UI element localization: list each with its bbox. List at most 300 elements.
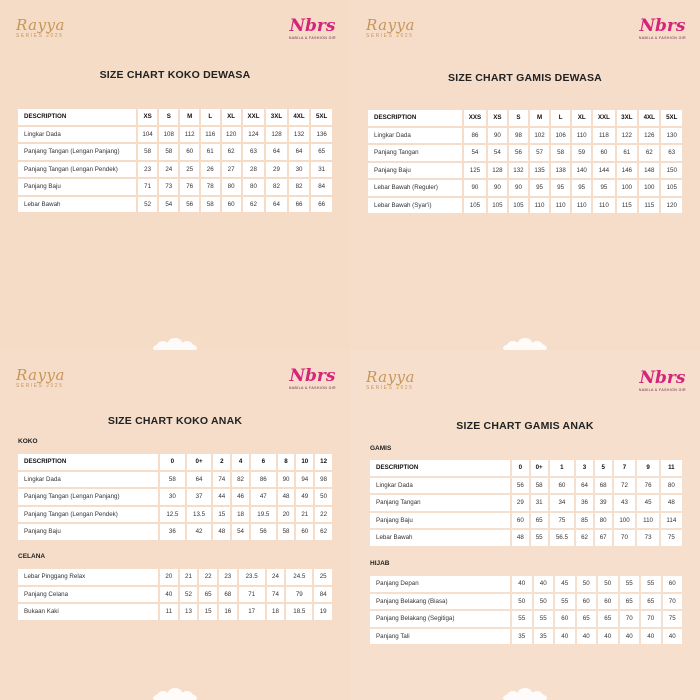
size-value: 60 (550, 478, 575, 494)
size-table (368, 574, 684, 646)
size-value: 60 (598, 594, 618, 610)
table-row (370, 629, 682, 645)
rayya-logo: Rayya SERIES 2025 (16, 366, 65, 389)
size-value: 94 (296, 472, 313, 488)
table-header-row (370, 460, 682, 476)
row-description: Panjang Belakang (Segitiga) (370, 611, 510, 627)
size-value: 75 (661, 530, 682, 546)
size-value: 54 (464, 145, 486, 161)
flower-decoration-icon (495, 684, 555, 700)
table-row (368, 128, 682, 144)
section-label-gamis: GAMIS (370, 445, 392, 452)
size-value: 56 (512, 478, 529, 494)
size-value: 90 (488, 180, 507, 196)
size-value: 110 (572, 198, 591, 214)
row-description: Lebar Pinggang Relax (18, 569, 158, 585)
size-value: 18 (267, 604, 285, 620)
size-value: 75 (550, 513, 575, 529)
header-size: XL (222, 109, 241, 125)
size-value: 136 (311, 127, 332, 143)
size-value: 110 (593, 198, 614, 214)
header-size: 0 (512, 460, 529, 476)
size-value: 70 (614, 530, 636, 546)
flower-decoration-icon (495, 334, 555, 350)
table-header-row (18, 109, 332, 125)
row-description: Panjang Tangan (Lengan Panjang) (18, 489, 158, 505)
header-size: 6 (251, 454, 276, 470)
size-value: 50 (534, 594, 554, 610)
page-title: SIZE CHART KOKO ANAK (107, 415, 243, 427)
size-value: 125 (464, 163, 486, 179)
size-value: 73 (637, 530, 658, 546)
size-value: 31 (531, 495, 548, 511)
size-value: 100 (614, 513, 636, 529)
size-value: 63 (243, 144, 264, 160)
table-row (368, 180, 682, 196)
size-value: 105 (661, 180, 682, 196)
size-value: 116 (201, 127, 220, 143)
size-value: 132 (509, 163, 528, 179)
size-value: 54 (159, 197, 178, 213)
size-value: 58 (531, 478, 548, 494)
size-value: 110 (572, 128, 591, 144)
size-value: 70 (620, 611, 640, 627)
size-value: 48 (278, 489, 295, 505)
size-value: 84 (314, 587, 332, 603)
row-description: Panjang Tangan (Lengan Pendek) (18, 162, 136, 178)
size-value: 40 (534, 576, 554, 592)
size-value: 54 (232, 524, 249, 540)
size-value: 74 (213, 472, 230, 488)
table-header-row (368, 110, 682, 126)
size-value: 58 (551, 145, 570, 161)
flower-decoration-icon (145, 334, 205, 350)
panel-koko-dewasa (0, 0, 350, 350)
size-value: 115 (639, 198, 659, 214)
table-row (18, 587, 332, 603)
size-value: 74 (267, 587, 285, 603)
header-size: 3 (576, 460, 593, 476)
size-value: 60 (577, 594, 597, 610)
table-header-row (18, 454, 332, 470)
size-value: 56 (251, 524, 276, 540)
size-value: 67 (595, 530, 612, 546)
panel-gamis-anak (350, 350, 700, 700)
size-value: 62 (243, 197, 264, 213)
size-value: 144 (593, 163, 614, 179)
header-size: 0+ (187, 454, 212, 470)
header-description: DESCRIPTION (18, 109, 136, 125)
size-value: 35 (534, 629, 554, 645)
size-value: 90 (509, 180, 528, 196)
size-value: 62 (576, 530, 593, 546)
size-value: 29 (266, 162, 287, 178)
size-value: 64 (266, 197, 287, 213)
size-value: 84 (311, 179, 332, 195)
size-value: 71 (239, 587, 265, 603)
size-value: 19.5 (251, 507, 276, 523)
size-value: 29 (512, 495, 529, 511)
size-value: 76 (180, 179, 199, 195)
size-value: 105 (509, 198, 528, 214)
size-value: 100 (639, 180, 659, 196)
size-value: 20 (160, 569, 178, 585)
header-size: 12 (315, 454, 332, 470)
row-description: Lingkar Dada (18, 472, 158, 488)
row-description: Panjang Baju (18, 524, 158, 540)
size-value: 62 (639, 145, 659, 161)
size-value: 75 (663, 611, 683, 627)
header-size: 5XL (311, 109, 332, 125)
nbrs-logo: Nbrs NABILA & FASHION GIR (288, 16, 336, 40)
size-value: 108 (159, 127, 178, 143)
size-table (16, 452, 334, 542)
row-description: Panjang Tangan (370, 495, 510, 511)
size-value: 59 (572, 145, 591, 161)
size-value: 98 (315, 472, 332, 488)
table-row (368, 198, 682, 214)
size-value: 65 (598, 611, 618, 627)
size-value: 65 (531, 513, 548, 529)
size-value: 55 (620, 576, 640, 592)
size-value: 148 (639, 163, 659, 179)
size-value: 122 (617, 128, 637, 144)
header-size: 5 (595, 460, 612, 476)
size-value: 30 (289, 162, 310, 178)
size-value: 80 (595, 513, 612, 529)
size-value: 110 (551, 198, 570, 214)
size-value: 50 (315, 489, 332, 505)
table-row (370, 611, 682, 627)
row-description: Panjang Baju (370, 513, 510, 529)
size-value: 78 (201, 179, 220, 195)
size-value: 47 (251, 489, 276, 505)
rayya-logo: Rayya SERIES 2025 (16, 16, 65, 39)
nbrs-logo: Nbrs NABILA & FASHION GIR (288, 366, 336, 390)
row-description: Lingkar Dada (368, 128, 462, 144)
header-size: XXS (464, 110, 486, 126)
size-value: 95 (530, 180, 549, 196)
size-value: 60 (222, 197, 241, 213)
size-value: 55 (641, 576, 661, 592)
size-value: 65 (620, 594, 640, 610)
header-size: 7 (614, 460, 636, 476)
size-value: 72 (614, 478, 636, 494)
header-size: 11 (661, 460, 682, 476)
table-row (18, 569, 332, 585)
size-value: 135 (530, 163, 549, 179)
row-description: Lebar Bawah (370, 530, 510, 546)
size-value: 80 (222, 179, 241, 195)
size-value: 24 (267, 569, 285, 585)
size-value: 60 (180, 144, 199, 160)
size-value: 15 (199, 604, 217, 620)
table-row (370, 530, 682, 546)
header-size: M (180, 109, 199, 125)
size-value: 50 (512, 594, 532, 610)
size-value: 73 (159, 179, 178, 195)
row-description: Lebar Bawah (Reguler) (368, 180, 462, 196)
size-value: 60 (512, 513, 529, 529)
header-size: 9 (637, 460, 658, 476)
size-value: 37 (187, 489, 212, 505)
header-size: XXL (243, 109, 264, 125)
size-value: 22 (199, 569, 217, 585)
size-value: 62 (222, 144, 241, 160)
table-row (18, 162, 332, 178)
table-row (18, 179, 332, 195)
size-value: 46 (232, 489, 249, 505)
header-size: S (509, 110, 528, 126)
size-value: 140 (572, 163, 591, 179)
size-value: 61 (617, 145, 637, 161)
size-value: 130 (661, 128, 682, 144)
size-value: 56 (180, 197, 199, 213)
size-table (16, 107, 334, 214)
header-description: DESCRIPTION (370, 460, 510, 476)
size-value: 19 (314, 604, 332, 620)
size-table (366, 108, 684, 215)
header-size: XS (138, 109, 157, 125)
size-value: 65 (311, 144, 332, 160)
size-value: 126 (639, 128, 659, 144)
size-value: 42 (187, 524, 212, 540)
row-description: Panjang Celana (18, 587, 158, 603)
page-title: SIZE CHART GAMIS DEWASA (448, 72, 602, 84)
size-value: 82 (266, 179, 287, 195)
size-table (368, 458, 684, 548)
size-value: 68 (219, 587, 237, 603)
row-description: Lingkar Dada (18, 127, 136, 143)
size-value: 58 (159, 144, 178, 160)
size-value: 90 (464, 180, 486, 196)
size-value: 61 (201, 144, 220, 160)
size-value: 36 (576, 495, 593, 511)
header-size: 4XL (289, 109, 310, 125)
header-size: XS (488, 110, 507, 126)
size-value: 86 (464, 128, 486, 144)
size-value: 76 (637, 478, 658, 494)
size-value: 55 (555, 594, 575, 610)
size-value: 58 (160, 472, 185, 488)
size-value: 120 (222, 127, 241, 143)
size-value: 40 (598, 629, 618, 645)
header-size: L (201, 109, 220, 125)
size-value: 22 (315, 507, 332, 523)
size-value: 106 (551, 128, 570, 144)
size-value: 18 (232, 507, 249, 523)
size-value: 90 (278, 472, 295, 488)
size-value: 48 (661, 495, 682, 511)
size-value: 48 (213, 524, 230, 540)
panel-koko-anak (0, 350, 350, 700)
size-value: 40 (512, 576, 532, 592)
size-value: 43 (614, 495, 636, 511)
size-value: 17 (239, 604, 265, 620)
size-value: 120 (661, 198, 682, 214)
table-row (18, 489, 332, 505)
size-value: 65 (577, 611, 597, 627)
header-size: 3XL (266, 109, 287, 125)
header-size: 2 (213, 454, 230, 470)
size-value: 60 (663, 576, 683, 592)
size-value: 110 (530, 198, 549, 214)
size-value: 25 (314, 569, 332, 585)
row-description: Panjang Tangan (Lengan Pendek) (18, 507, 158, 523)
size-value: 86 (251, 472, 276, 488)
size-value: 20 (278, 507, 295, 523)
section-label-celana: CELANA (18, 553, 46, 560)
header-size: 5XL (661, 110, 682, 126)
size-value: 82 (289, 179, 310, 195)
size-value: 52 (138, 197, 157, 213)
size-value: 24.5 (286, 569, 312, 585)
size-value: 23 (138, 162, 157, 178)
header-size: 4 (232, 454, 249, 470)
size-value: 40 (160, 587, 178, 603)
size-value: 16 (219, 604, 237, 620)
size-value: 36 (160, 524, 185, 540)
size-value: 105 (464, 198, 486, 214)
size-value: 95 (572, 180, 591, 196)
size-value: 95 (593, 180, 614, 196)
row-description: Lingkar Dada (370, 478, 510, 494)
row-description: Lebar Bawah (18, 197, 136, 213)
table-row (370, 594, 682, 610)
size-value: 25 (180, 162, 199, 178)
table-row (18, 604, 332, 620)
row-description: Panjang Baju (18, 179, 136, 195)
size-value: 64 (266, 144, 287, 160)
size-value: 58 (278, 524, 295, 540)
size-value: 56 (509, 145, 528, 161)
size-value: 102 (530, 128, 549, 144)
size-value: 66 (311, 197, 332, 213)
size-value: 60 (555, 611, 575, 627)
header-size: S (159, 109, 178, 125)
size-value: 146 (617, 163, 637, 179)
size-value: 104 (138, 127, 157, 143)
nbrs-logo: Nbrs NABILA & FASHION GIR (638, 368, 686, 392)
rayya-logo: Rayya SERIES 2025 (366, 16, 415, 39)
table-row (18, 524, 332, 540)
header-size: 3XL (617, 110, 637, 126)
size-value: 12.5 (160, 507, 185, 523)
table-row (370, 576, 682, 592)
size-value: 54 (488, 145, 507, 161)
size-value: 128 (488, 163, 507, 179)
row-description: Panjang Baju (368, 163, 462, 179)
size-value: 39 (595, 495, 612, 511)
size-value: 40 (641, 629, 661, 645)
size-value: 27 (222, 162, 241, 178)
header-size: XL (572, 110, 591, 126)
size-value: 31 (311, 162, 332, 178)
section-label-koko: KOKO (18, 438, 38, 445)
size-value: 124 (243, 127, 264, 143)
nbrs-logo: Nbrs NABILA & FASHION GIR (638, 16, 686, 40)
size-value: 66 (289, 197, 310, 213)
size-value: 50 (577, 576, 597, 592)
row-description: Panjang Belakang (Biasa) (370, 594, 510, 610)
size-value: 21 (180, 569, 198, 585)
header-description: DESCRIPTION (368, 110, 462, 126)
size-value: 60 (593, 145, 614, 161)
table-row (368, 163, 682, 179)
size-value: 71 (138, 179, 157, 195)
size-value: 40 (620, 629, 640, 645)
size-value: 26 (201, 162, 220, 178)
size-value: 65 (199, 587, 217, 603)
flower-decoration-icon (145, 684, 205, 700)
header-size: 0 (160, 454, 185, 470)
row-description: Panjang Tangan (368, 145, 462, 161)
size-value: 13 (180, 604, 198, 620)
size-value: 50 (598, 576, 618, 592)
size-value: 82 (232, 472, 249, 488)
table-row (370, 478, 682, 494)
size-value: 13.5 (187, 507, 212, 523)
header-size: XXL (593, 110, 614, 126)
size-value: 48 (512, 530, 529, 546)
header-size: 0+ (531, 460, 548, 476)
size-value: 35 (512, 629, 532, 645)
size-value: 21 (296, 507, 313, 523)
panel-gamis-dewasa (350, 0, 700, 350)
row-description: Bukaan Kaki (18, 604, 158, 620)
size-value: 85 (576, 513, 593, 529)
size-value: 45 (555, 576, 575, 592)
header-size: 1 (550, 460, 575, 476)
size-value: 40 (555, 629, 575, 645)
table-row (18, 472, 332, 488)
size-value: 79 (286, 587, 312, 603)
size-value: 58 (138, 144, 157, 160)
size-value: 70 (663, 594, 683, 610)
size-value: 138 (551, 163, 570, 179)
size-value: 56.5 (550, 530, 575, 546)
size-value: 63 (661, 145, 682, 161)
header-size: 4XL (639, 110, 659, 126)
header-description: DESCRIPTION (18, 454, 158, 470)
table-row (370, 513, 682, 529)
size-value: 80 (243, 179, 264, 195)
size-value: 24 (159, 162, 178, 178)
size-value: 64 (576, 478, 593, 494)
size-value: 58 (201, 197, 220, 213)
row-description: Panjang Depan (370, 576, 510, 592)
size-value: 55 (531, 530, 548, 546)
size-value: 110 (637, 513, 658, 529)
size-value: 44 (213, 489, 230, 505)
page-title: SIZE CHART GAMIS ANAK (456, 420, 594, 432)
size-value: 64 (289, 144, 310, 160)
size-value: 128 (266, 127, 287, 143)
size-value: 65 (641, 594, 661, 610)
size-value: 105 (488, 198, 507, 214)
size-value: 11 (160, 604, 178, 620)
header-size: 8 (278, 454, 295, 470)
size-value: 57 (530, 145, 549, 161)
table-row (18, 127, 332, 143)
size-value: 64 (187, 472, 212, 488)
size-value: 30 (160, 489, 185, 505)
size-value: 70 (641, 611, 661, 627)
size-value: 112 (180, 127, 199, 143)
size-value: 80 (661, 478, 682, 494)
page-title: SIZE CHART KOKO DEWASA (99, 69, 251, 81)
table-row (370, 495, 682, 511)
